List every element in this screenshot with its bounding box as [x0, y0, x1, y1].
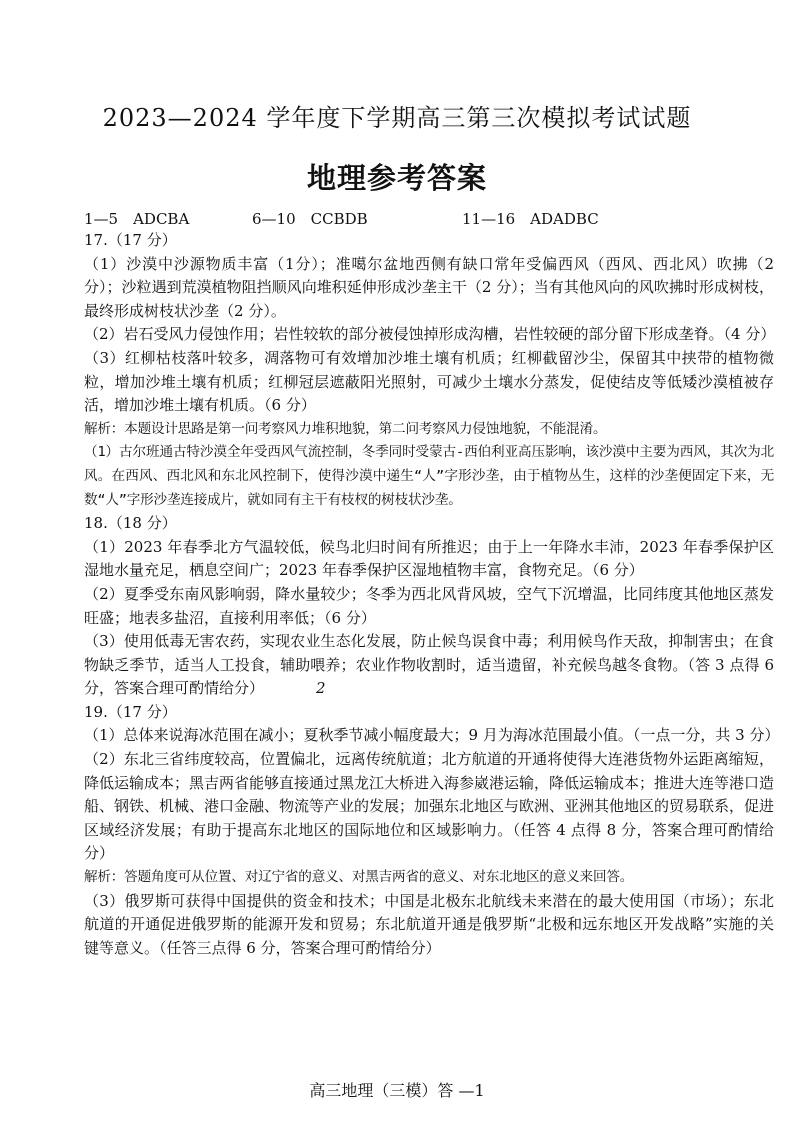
question-17-analysis-detail: （1）古尔班通古特沙漠全年受西风气流控制，冬季同时受蒙古-西伯利亚高压影响，该沙漠中主要为西风，其次为北风。在西风、西北风和东北风控制下，使得沙漠中递生“人”字形沙垄，由于植物丛生，这样的沙垄便固定下来，无数“人”字形沙垄连接成片，就如同有主干有枝杈的树枝状沙垄。: [84, 444, 774, 508]
question-18-answer-3: [84, 630, 774, 701]
mcq-group-6-10: 6—10 CCBDB: [252, 210, 368, 228]
exam-title: 2023—2024 学年度下学期高三第三次模拟考试试题: [102, 104, 692, 132]
handwritten-mark: 2: [316, 679, 326, 698]
question-17-answer-2: （2）岩石受风力侵蚀作用；岩性较软的部分被侵蚀掉形成沟槽，岩性较硬的部分留下形成垄脊。（4 分）: [84, 325, 776, 344]
question-18-answer-1: （1）2023 年春季北方气温较低，候鸟北归时间有所推迟；由于上一年降水丰沛，2023 年春季保护区湿地水量充足，栖息空间广；2023 年春季保护区湿地植物丰富，食物充足。（6 分）: [84, 537, 774, 580]
question-19-answer-2: （2）东北三省纬度较高，位置偏北，远离传统航道；北方航道的开通将使得大连港货物外运距离缩短，降低运输成本；黑吉两省能够直接通过黑龙江大桥进入海参崴港运输，降低运输成本；推进大连等港口造船、钢铁、机械、港口金融、物流等产业的发展；加强东北地区与欧洲、亚洲其他地区的贸易联系，促进区域经济发展；有助于提高东北地区的国际地位和区域影响力。（任答 4 点得 8 分，答案合理可酌情给分）: [84, 750, 775, 863]
question-18-answer-3-text: （3）使用低毒无害农药，实现农业生态化发展，防止候鸟误食中毒；利用候鸟作天敌，抑制害虫；在食物缺乏季节，适当人工投食，辅助喂养；农业作物收割时，适当遗留，补充候鸟越冬食物。（答 3 点得 6 分，答案合理可酌情给分）: [84, 632, 774, 698]
question-18-heading: 18.（18 分）: [84, 514, 177, 533]
question-19-analysis: 解析：答题角度可从位置、对辽宁省的意义、对黑吉两省的意义、对东北地区的意义来回答。: [84, 869, 634, 886]
question-19-answer-3: （3）俄罗斯可获得中国提供的资金和技术；中国是北极东北航线未来潜在的最大使用国（市场）；东北航道的开通促进俄罗斯的能源开发和贸易；东北航道开通是俄罗斯“北极和远东地区开发战略”实施的关键等意义。（任答三点得 6 分，答案合理可酌情给分）: [84, 891, 774, 957]
mcq-group-11-16: 11—16 ADADBC: [462, 210, 599, 228]
answer-key-heading: 地理参考答案: [306, 161, 487, 195]
question-18-answer-2: （2）夏季受东南风影响弱，降水量较少；冬季为西北风背风坡，空气下沉增温，比同纬度其他地区蒸发旺盛；地表多盐沼，直接利用率低；（6 分）: [84, 584, 774, 627]
page-footer: 高三地理（三模）答 —1: [309, 1081, 485, 1100]
question-17-answer-1: （1）沙漠中沙源物质丰富（1分）；准噶尔盆地西侧有缺口常年受偏西风（西风、西北风）吹拂（2 分）；沙粒遇到荒漠植物阻挡顺风向堆积延伸形成沙垄主干（2 分）；当有其他风向的风吹拂时形成树枝，最终形成树枝状沙垄（2 分）。: [84, 254, 774, 320]
question-19-answer-1: （1）总体来说海冰范围在减小；夏秋季节减小幅度最大；9 月为海冰范围最小值。（一点一分，共 3 分）: [84, 726, 780, 745]
question-17-heading: 17.（17 分）: [84, 231, 177, 249]
question-17-answer-3: （3）红柳枯枝落叶较多，凋落物可有效增加沙堆土壤有机质；红柳截留沙尘，保留其中挟带的植物微粒，增加沙堆土壤有机质；红柳冠层遮蔽阳光照射，可减少土壤水分蒸发，促使结皮等低矮沙漠植被存活，增加沙堆土壤有机质。（6 分）: [84, 348, 774, 415]
answer-body: [84, 229, 780, 960]
question-19-heading: 19.（17 分）: [84, 702, 177, 721]
question-17-analysis: 解析：本题设计思路是第一问考察风力堆积地貌，第二问考察风力侵蚀地貌，不能混淆。: [84, 420, 607, 437]
mcq-group-1-5: 1—5 ADCBA: [84, 210, 190, 228]
